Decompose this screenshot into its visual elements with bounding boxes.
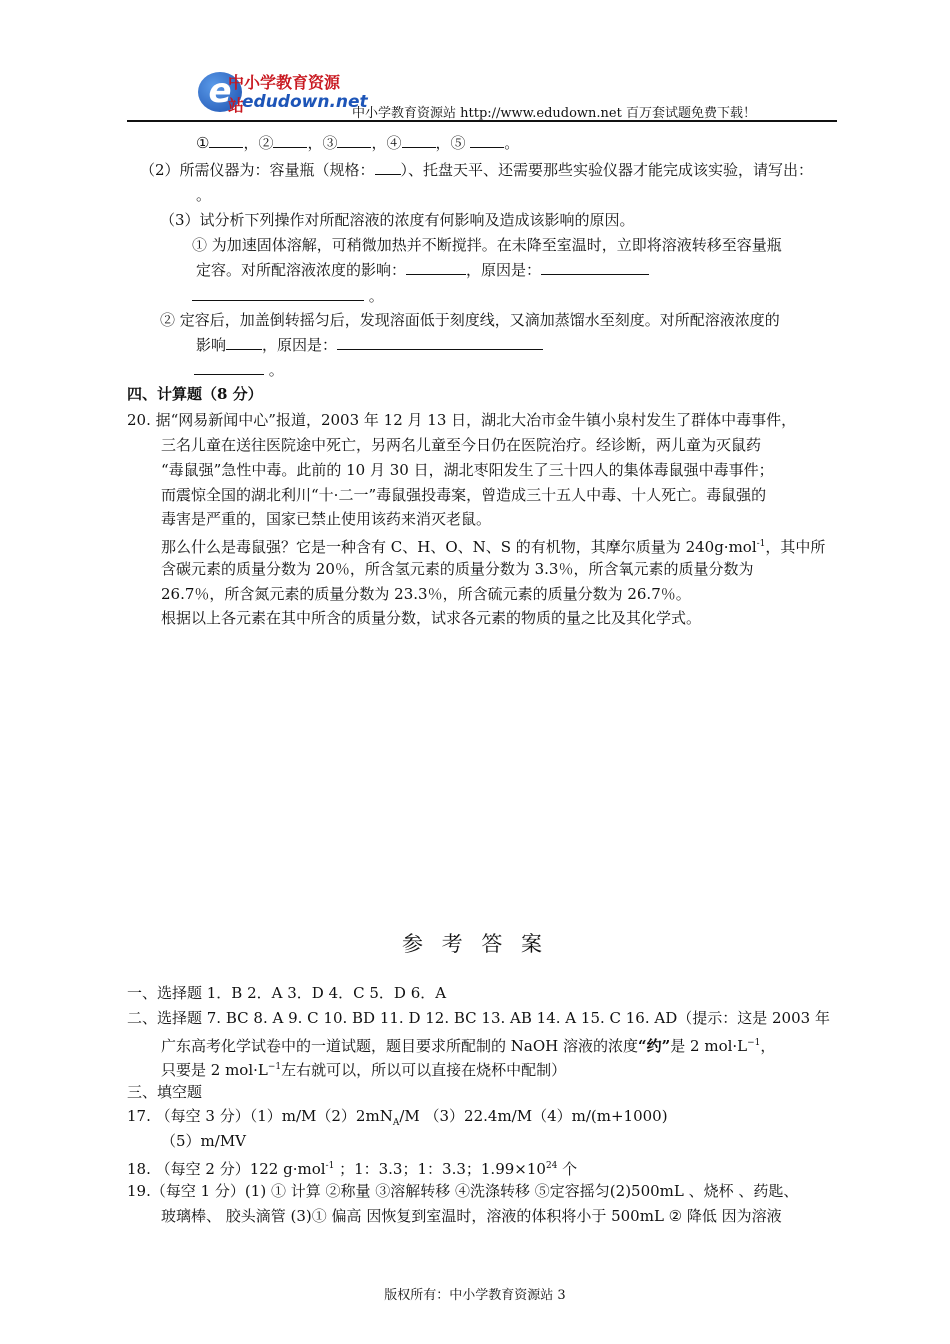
q20-line-1: 20. 据“网易新闻中心”报道，2003 年 12 月 13 日，湖北大冶市金牛镇小泉村发生了群体中毒事件， <box>127 411 797 429</box>
q20-line-4: 而震惊全国的湖北利川“十·二一”毒鼠强投毒案，曾造成三十五人中毒、十人死亡。毒鼠强的 <box>161 486 767 504</box>
answer-18-text-b: ；1：3.3；1：3.3；1.99×10 <box>334 1160 546 1178</box>
q19-part3-1-c <box>192 286 384 306</box>
answer-17-text-b: /M （3）22.4m/M（4）m/(m+1000) <box>399 1107 668 1125</box>
answer-line-2c <box>161 1057 566 1080</box>
section4-title: 四、计算题（8 分） <box>127 385 263 403</box>
q19-part2 <box>140 160 813 180</box>
logo-cn-text: 中小学教育资源站 <box>228 73 341 115</box>
blank-label-3: ，③ <box>307 134 338 152</box>
q20-p2-sup: -1 <box>756 539 766 549</box>
answer-2c-sup: −1 <box>267 1062 282 1072</box>
answer-2c-text: 只要是 2 mol·L <box>161 1061 268 1079</box>
q19-part3-1-a: ① 为加速固体溶解，可稍微加热并不断搅拌。在未降至室温时，立即将溶液转移至容量瓶 <box>192 236 782 254</box>
answer-line-3: 三、填空题 <box>127 1083 203 1101</box>
answer-18-sup2: 24 <box>545 1161 558 1171</box>
answer-line-19a: 19.（每空 1 分）(1) ① 计算 ②称量 ③溶解转移 ④洗涤转移 ⑤定容摇匀(2)500mL 、烧杯 、药匙、 <box>127 1182 799 1200</box>
answer-blank <box>273 133 307 148</box>
blank-label-5: ，⑤ <box>435 134 466 152</box>
answer-blank <box>337 133 371 148</box>
answers-title: 参 考 答 案 <box>401 932 549 956</box>
answer-blank <box>209 133 243 148</box>
answer-blank <box>402 133 436 148</box>
answer-blank <box>375 160 401 175</box>
q3-1-text: 定容。对所配溶液浓度的影响： <box>196 261 407 279</box>
e-logo-icon: e <box>198 72 242 112</box>
answer-18-text-c: 个 <box>557 1160 578 1178</box>
blank-label-4: ，④ <box>371 134 402 152</box>
footer-copyright: 版权所有：中小学教育资源站 3 <box>384 1288 566 1303</box>
q20-para3: 根据以上各元素在其中所含的质量分数，试求各元素的物质的量之比及其化学式。 <box>161 609 702 627</box>
q3-1-reason: ，原因是： <box>466 261 542 279</box>
q19-part3-intro: （3）试分析下列操作对所配溶液的浓度有何影响及造成该影响的原因。 <box>160 211 635 229</box>
answer-18-sup: -1 <box>325 1161 335 1171</box>
q2-text-b: ）、托盘天平、还需要那些实验仪器才能完成该实验，请写出： <box>400 161 814 179</box>
answer-line-19b: 玻璃棒、 胶头滴管 (3)① 偏高 因恢复到室温时，溶液的体积将小于 500mL ② 降低 因为溶液 <box>161 1207 782 1225</box>
q20-para2-line-3: 26.7％，所含氮元素的质量分数为 23.3％，所含硫元素的质量分数为 26.7％。 <box>161 585 691 603</box>
q2-text-a: （2）所需仪器为：容量瓶（规格： <box>140 161 375 179</box>
q19-part3-2-b <box>196 335 543 355</box>
answer-line-2a: 二、选择题 7. BC 8. A 9. C 10. BD 11. D 12. BC 13. AB 14. A 15. C 16. AD（提示：这是 2003 年 <box>127 1009 830 1027</box>
answer-2b-text-c: 是 2 mol·L <box>670 1037 748 1055</box>
blank-end: 。 <box>504 134 520 152</box>
q19-part3-2-c <box>194 360 284 380</box>
answer-2b-text-d: ， <box>760 1037 776 1055</box>
q3-2-end: 。 <box>268 361 284 379</box>
answer-17-sub: A <box>392 1118 400 1128</box>
answer-18-text: 18. （每空 2 分）122 g·mol <box>127 1160 326 1178</box>
logo-en-text: edudown.net <box>242 92 368 112</box>
answer-blank <box>470 133 504 148</box>
q20-line-3: “毒鼠强”急性中毒。此前的 10 月 30 日，湖北枣阳发生了三十四人的集体毒鼠强中毒事件； <box>161 461 774 479</box>
q20-p2-text: 那么什么是毒鼠强？它是一种含有 C、H、O、N、S 的有机物，其摩尔质量为 240g·mol <box>161 538 757 556</box>
header-text: 中小学教育资源站 http://www.edudown.net 百万套试题免费下载！ <box>352 106 756 121</box>
q20-line-2: 三名儿童在送往医院途中死亡，另两名儿童至今日仍在医院治疗。经诊断，两儿童为灭鼠药 <box>161 436 762 454</box>
answer-line-18 <box>127 1156 577 1179</box>
site-logo <box>198 70 368 116</box>
q20-para2-line-2: 含碳元素的质量分数为 20％，所含氢元素的质量分数为 3.3％，所含氧元素的质量分数为 <box>161 560 754 578</box>
q19-part3-1-b <box>196 260 649 280</box>
blank-label-2: ，② <box>243 134 274 152</box>
answer-2b-sup: −1 <box>747 1038 761 1048</box>
answer-blank <box>541 260 649 275</box>
answer-2b-bold: “约” <box>638 1037 671 1055</box>
q20-line-5: 毒害是严重的，国家已禁止使用该药来消灭老鼠。 <box>161 510 492 528</box>
answer-2c-text-b: 左右就可以，所以可以直接在烧杯中配制） <box>281 1061 567 1079</box>
answer-blank <box>406 260 466 275</box>
q3-2-text: 影响 <box>196 336 227 354</box>
answer-blank <box>226 335 262 350</box>
q19-part3-2-a: ② 定容后，加盖倒转摇匀后，发现溶面低于刻度线，又滴加蒸馏水至刻度。对所配溶液浓度的 <box>160 311 780 329</box>
q20-para2-line-1 <box>161 534 825 557</box>
q20-p2-text-b: ，其中所 <box>765 538 826 556</box>
answer-line-17b: （5）m/MV <box>161 1132 247 1150</box>
q3-1-end: 。 <box>368 287 384 305</box>
q19-part2-end: 。 <box>196 186 212 204</box>
answer-blank <box>192 286 364 301</box>
answer-line-2b <box>161 1033 775 1056</box>
q19-blanks-row <box>196 133 519 153</box>
answer-2b-text: 广东高考化学试卷中的一道试题，题目要求所配制的 NaOH 溶液的浓度 <box>161 1037 638 1055</box>
answer-line-1: 一、选择题 1．B 2．A 3．D 4．C 5．D 6．A <box>127 984 447 1002</box>
answer-blank <box>194 360 264 375</box>
q3-2-reason: ，原因是： <box>262 336 338 354</box>
header-divider <box>127 120 837 122</box>
blank-label-1: ① <box>196 134 210 152</box>
answer-blank <box>337 335 543 350</box>
answer-17-text: 17. （每空 3 分）（1）m/M（2）2mN <box>127 1107 393 1125</box>
answer-line-17a <box>127 1106 668 1133</box>
